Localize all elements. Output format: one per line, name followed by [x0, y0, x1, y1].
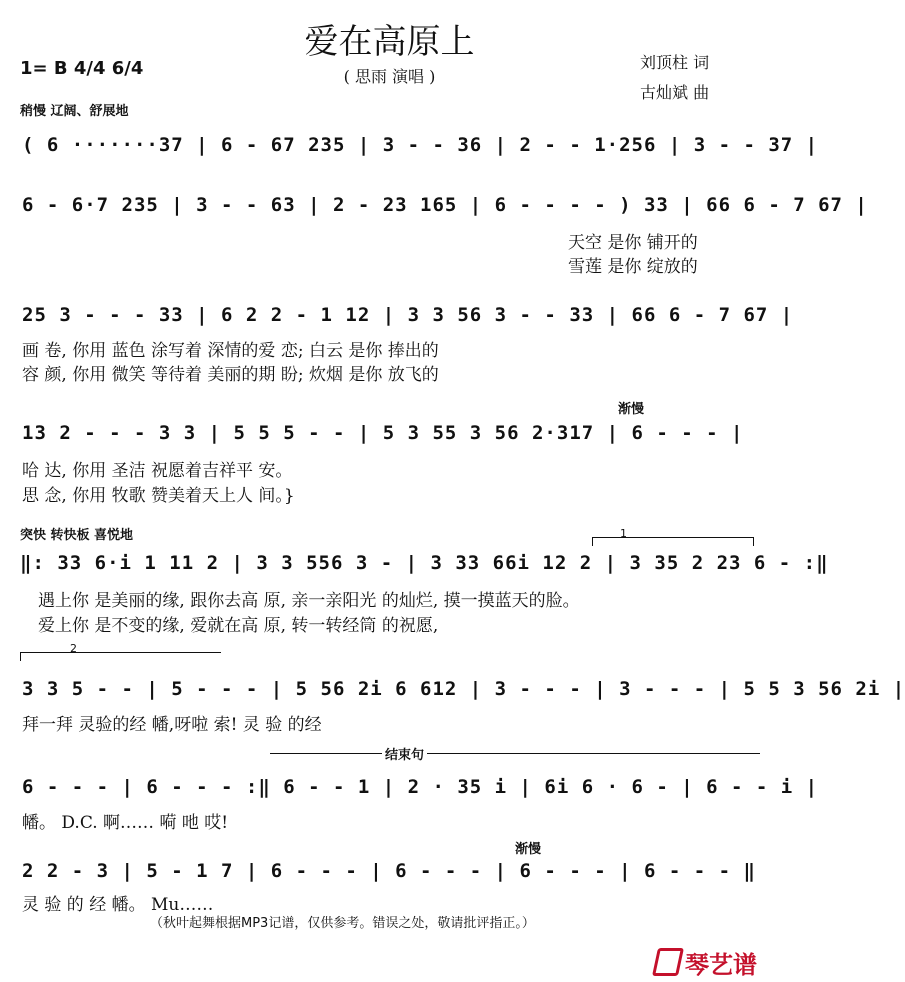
lyric-row-4-verse-2: 思 念, 你用 牧歌 赞美着天上人 间。} — [22, 486, 295, 506]
lyric-row-2-verse-1: 天空 是你 铺开的 — [568, 233, 698, 253]
lyric-row-8: 灵 验 的 经 幡。 Mu…… — [22, 895, 214, 915]
ending-marking: 结束句 — [382, 744, 427, 763]
volta-number-1: 1 — [620, 527, 627, 540]
volta-bracket-1 — [592, 537, 754, 546]
lyric-row-5-verse-2: 爱上你 是不变的缘, 爱就在高 原, 转一转经筒 的祝愿, — [38, 616, 439, 636]
lyric-row-3-verse-1: 画 卷, 你用 蓝色 涂写着 深情的爱 恋; 白云 是你 捧出的 — [22, 341, 439, 361]
score-row-1: ( 6 ·······37 | 6 - 67 235 | 3 - - 36 | 2 - - 1·256 | 3 - - 37 | — [22, 134, 819, 156]
volta-number-2: 2 — [70, 642, 77, 655]
score-row-5: ‖: 33 6·i 1 11 2 | 3 3 556 3 - | 3 33 66i 12 2 | 3 35 2 23 6 - :‖ — [20, 552, 829, 574]
volta-bracket-2 — [20, 652, 221, 661]
song-title: 爱在高原上 — [304, 22, 475, 62]
score-row-8: 2 2 - 3 | 5 - 1 7 | 6 - - - | 6 - - - | 6 - - - | 6 - - - ‖ — [22, 860, 756, 882]
lyric-row-5-verse-1: 遇上你 是美丽的缘, 跟你去高 原, 亲一亲阳光 的灿烂, 摸一摸蓝天的脸。 — [38, 591, 580, 611]
ending-line — [270, 753, 760, 754]
logo-text: 琴艺谱 — [685, 951, 757, 979]
singer-credit: ( 思雨 演唱 ) — [343, 67, 436, 86]
lyricist-credit: 刘顶柱 词 — [640, 53, 710, 72]
section-marking: 突快 转快板 喜悦地 — [20, 528, 134, 543]
score-row-7: 6 - - - | 6 - - - :‖ 6 - - 1 | 2 · 35 i | 6i 6 · 6 - | 6 - - i | — [22, 776, 819, 798]
lyric-row-2-verse-2: 雪莲 是你 绽放的 — [568, 257, 698, 277]
slowdown-mark-1: 渐慢 — [618, 402, 645, 417]
score-row-3: 25 3 - - - 33 | 6 2 2 - 1 12 | 3 3 56 3 - - 33 | 66 6 - 7 67 | — [22, 304, 794, 326]
score-row-6: 3 3 5 - - | 5 - - - | 5 56 2i 6 612 | 3 - - - | 3 - - - | 5 5 3 56 2i | — [22, 678, 905, 700]
key-signature: 1= B 4/4 6/4 — [20, 58, 144, 79]
composer-credit: 古灿斌 曲 — [640, 83, 710, 102]
site-logo — [655, 945, 757, 980]
score-row-2: 6 - 6·7 235 | 3 - - 63 | 2 - 23 165 | 6 - - - - ) 33 | 66 6 - 7 67 | — [22, 194, 868, 216]
transcriber-note: （秋叶起舞根据MP3记谱，仅供参考。错误之处，敬请批评指正。） — [150, 916, 535, 931]
score-row-4: 13 2 - - - 3 3 | 5 5 5 - - | 5 3 55 3 56 2·317 | 6 - - - | — [22, 422, 744, 444]
lyric-row-7: 幡。 D.C. 啊…… 嗬 吔 哎! — [22, 813, 229, 833]
tempo-marking: 稍慢 辽阔、舒展地 — [20, 104, 129, 119]
slowdown-mark-2: 渐慢 — [515, 842, 542, 857]
logo-icon — [652, 948, 684, 976]
lyric-row-4-verse-1: 哈 达, 你用 圣洁 祝愿着吉祥平 安。 — [22, 461, 293, 481]
lyric-row-6: 拜一拜 灵验的经 幡,呀啦 索! 灵 验 的经 — [22, 715, 322, 735]
lyric-row-3-verse-2: 容 颜, 你用 微笑 等待着 美丽的期 盼; 炊烟 是你 放飞的 — [22, 365, 439, 385]
